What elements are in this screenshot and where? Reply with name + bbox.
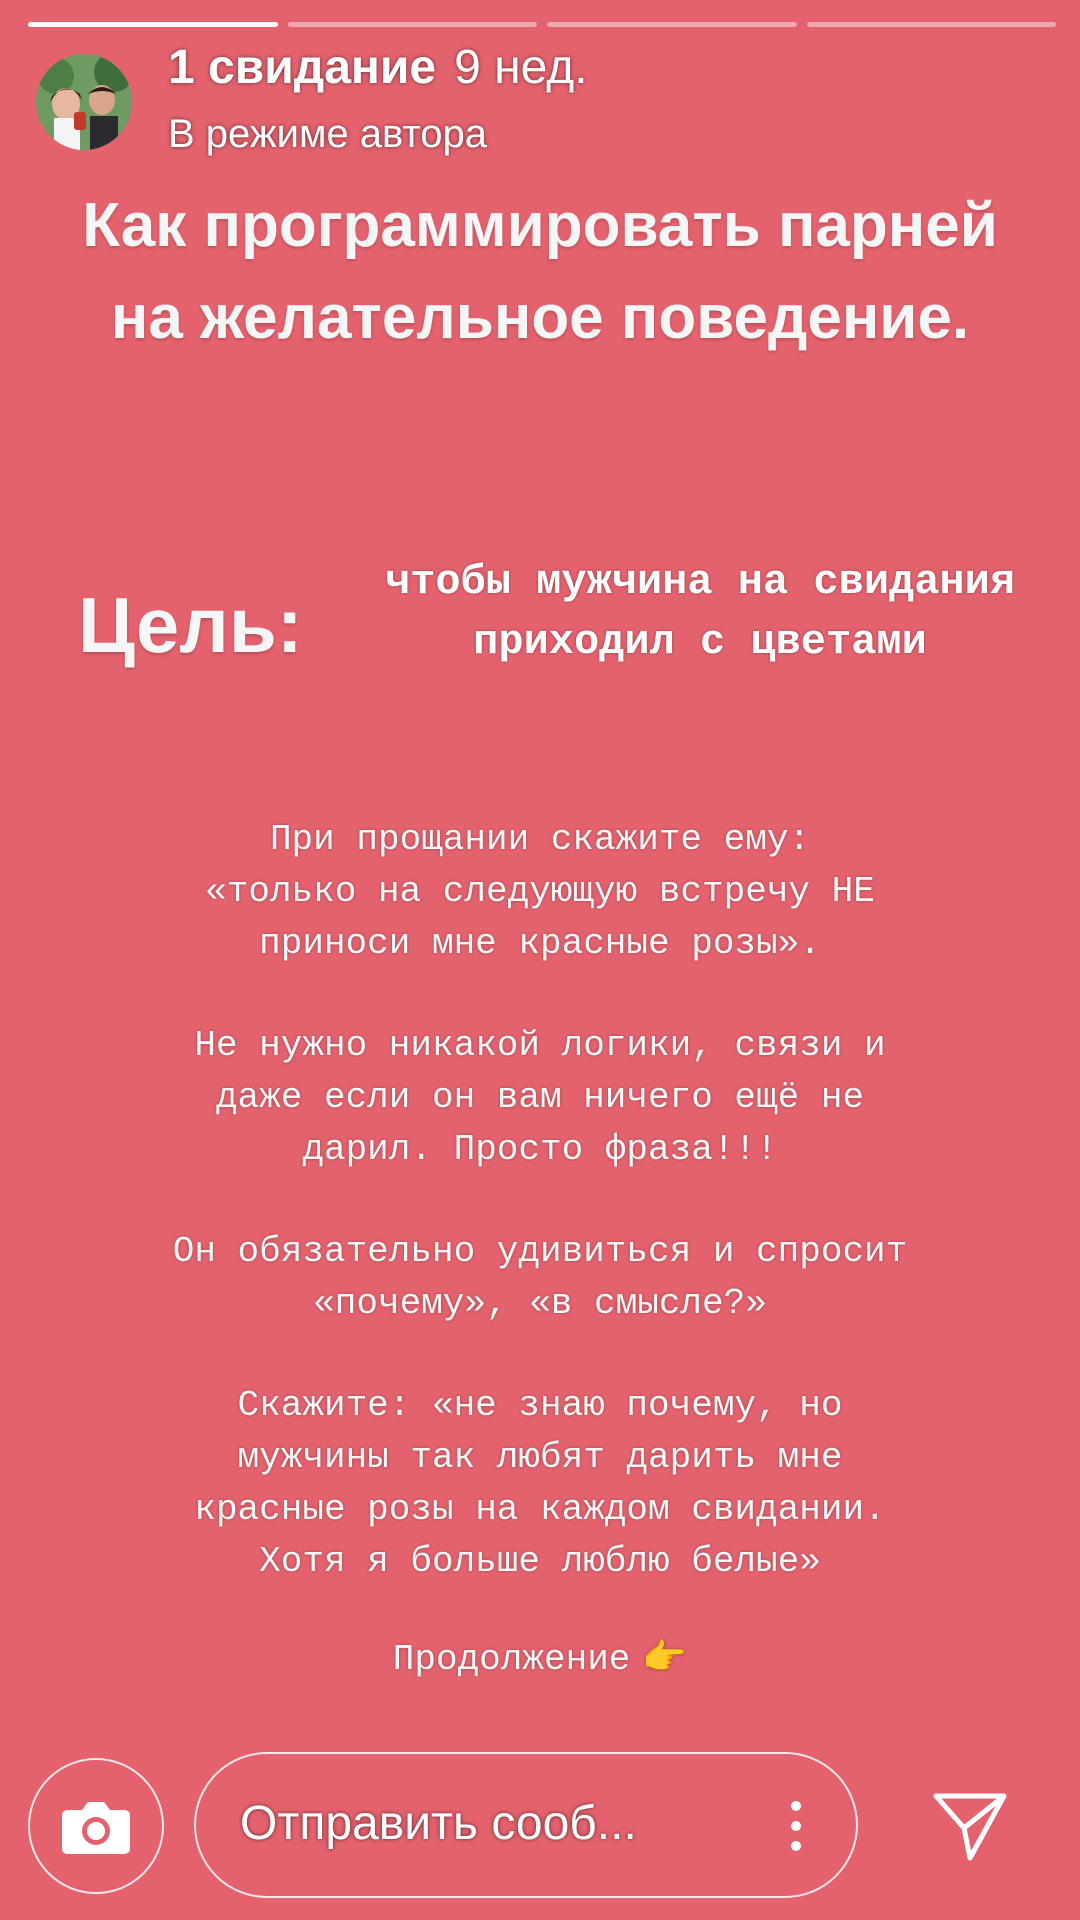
author-mode-label: В режиме автора xyxy=(168,112,488,156)
avatar[interactable] xyxy=(36,54,132,150)
avatar-image xyxy=(36,54,132,150)
message-input[interactable] xyxy=(194,1752,858,1898)
author-name[interactable]: 1 свидание xyxy=(168,41,437,94)
story-author[interactable] xyxy=(168,40,588,95)
message-input-placeholder: Отправить сооб... xyxy=(240,1797,637,1850)
story-paragraph: Скажите: «не знаю почему, но мужчины так любят дарить мне красные розы на каждом свидании. Хотя я больше люблю белые» xyxy=(194,1385,886,1582)
pointing-hand-icon: 👉 xyxy=(642,1637,688,1678)
story-age: 9 нед. xyxy=(454,41,588,94)
story-paragraph: Он обязательно удивиться и спросит «почему», «в смысле?» xyxy=(172,1231,908,1324)
goal-label: Цель: xyxy=(78,581,303,669)
story-paragraph: При прощании скажите ему: «только на следующую встречу НЕ приноси мне красные розы». xyxy=(205,819,875,964)
progress-segment-2 xyxy=(288,22,538,27)
progress-segment-3 xyxy=(547,22,797,27)
continue-label: Продолжение xyxy=(392,1639,631,1680)
camera-icon xyxy=(60,1796,132,1856)
story-headline: Как программировать парней на желательное поведение. xyxy=(82,191,998,352)
paper-plane-icon[interactable] xyxy=(932,1790,1008,1862)
story-progress-bar xyxy=(28,22,1056,28)
progress-segment-1 xyxy=(28,22,278,27)
vertical-dots-icon[interactable] xyxy=(790,1800,802,1852)
continue-hint xyxy=(0,1636,1080,1680)
progress-segment-4 xyxy=(807,22,1057,27)
progress-fill-1 xyxy=(28,22,278,27)
goal-text: чтобы мужчина на свидания приходил с цветами xyxy=(384,558,1016,666)
camera-button[interactable] xyxy=(28,1758,164,1894)
story-paragraph: Не нужно никакой логики, связи и даже если он вам ничего ещё не дарил. Просто фраза!!! xyxy=(194,1025,886,1170)
